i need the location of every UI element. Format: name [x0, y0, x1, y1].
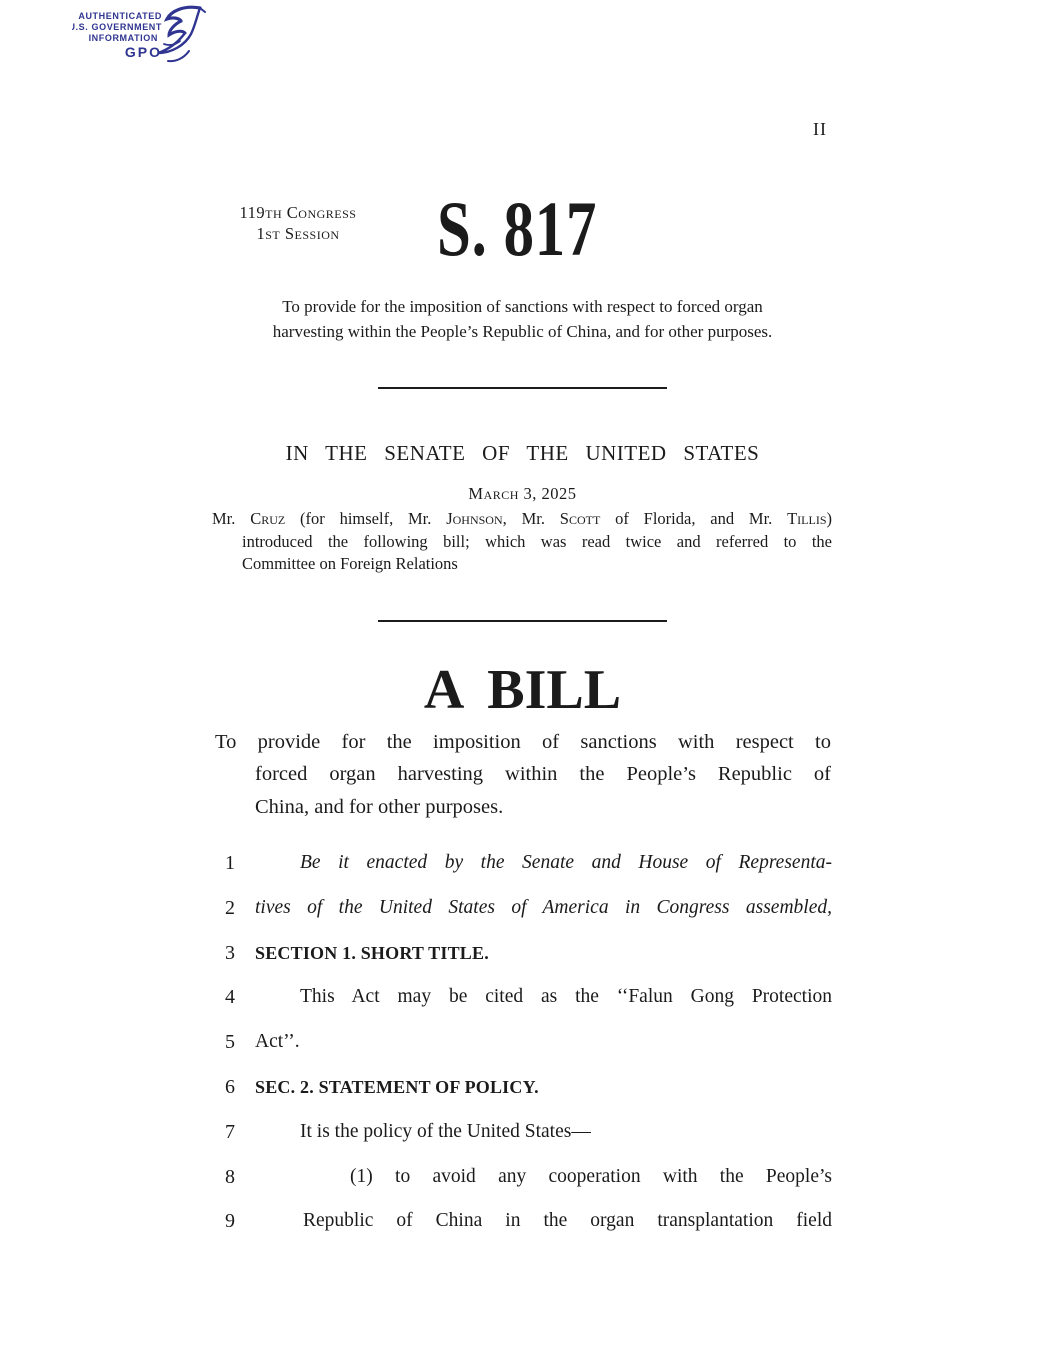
bill-line	[225, 1118, 832, 1163]
sponsor-name: Scott	[559, 509, 601, 528]
bill-line	[225, 1207, 832, 1252]
line-text: Act’’.	[255, 1031, 300, 1053]
text-segment: of Florida, and Mr.	[600, 509, 788, 528]
text-segment: Committee on Foreign Relations	[242, 554, 458, 574]
congress-label: 119th Congress	[239, 203, 357, 222]
text-line	[215, 791, 831, 823]
text-line	[215, 758, 831, 790]
session-label: 1st Session	[256, 224, 340, 243]
gpo-authentication-logo	[72, 4, 206, 73]
bill-line	[225, 1163, 832, 1208]
line-text: tives of the United States of America in Congress assembled,	[255, 896, 832, 918]
line-text: SECTION 1. SHORT TITLE.	[255, 942, 489, 963]
line-number: 6	[225, 1075, 235, 1098]
bill-line	[225, 983, 832, 1028]
line-number: 7	[225, 1120, 235, 1143]
text-segment: harvesting within the People’s Republic of China, and for other purposes.	[272, 321, 773, 341]
bill-line	[225, 849, 832, 894]
line-number: 4	[225, 986, 235, 1009]
line-text: Republic of China in the organ transplantation field	[303, 1210, 832, 1232]
text-line	[212, 531, 832, 554]
logo-text-line1: AUTHENTICATED	[78, 11, 162, 21]
text-segment: )	[826, 509, 832, 528]
text-line	[215, 726, 831, 758]
sponsor-name: Johnson	[446, 509, 503, 528]
line-number: 9	[225, 1210, 235, 1233]
logo-gpo-text: GPO	[124, 44, 162, 60]
bill-number: S. 817	[437, 185, 598, 272]
text-segment: China, and for other purposes.	[255, 795, 504, 818]
sponsor-name: Cruz	[250, 509, 286, 528]
congress-session-block	[200, 202, 396, 244]
text-segment: To provide for the imposition of sanctions with respect to	[215, 731, 831, 753]
bill-line	[225, 894, 832, 939]
sponsor-paragraph	[212, 508, 832, 576]
text-segment: forced organ harvesting within the People’s Republic of	[255, 763, 831, 786]
line-text: It is the policy of the United States—	[300, 1120, 591, 1142]
line-number: 1	[225, 852, 235, 874]
line-number: 3	[225, 941, 235, 964]
line-text: SEC. 2. STATEMENT OF POLICY.	[255, 1076, 539, 1097]
line-text: This Act may be cited as the ‘‘Falun Gong Protection	[300, 986, 832, 1008]
chamber-heading: IN THE SENATE OF THE UNITED STATES	[285, 441, 760, 465]
bill-line	[225, 939, 832, 984]
horizontal-rule-top	[378, 387, 667, 389]
logo-text-line2: U.S. GOVERNMENT	[72, 22, 162, 32]
text-segment: , Mr.	[502, 509, 560, 528]
line-text: (1) to avoid any cooperation with the People’s	[350, 1165, 832, 1187]
gpo-eagle-icon	[72, 4, 206, 68]
text-line	[190, 320, 855, 345]
sponsor-name: Tillis	[787, 509, 827, 528]
line-number: 5	[225, 1031, 235, 1054]
introduction-date: March 3, 2025	[468, 484, 577, 503]
bill-line	[225, 1073, 832, 1118]
text-line	[212, 553, 832, 576]
sheet-number: II	[813, 119, 827, 139]
horizontal-rule-bottom	[378, 620, 667, 622]
line-number: 2	[225, 896, 235, 919]
line-text: Be it enacted by the Senate and House of Representa-	[300, 852, 832, 873]
official-title-preamble	[190, 295, 855, 344]
bill-line	[225, 1028, 832, 1073]
text-segment: introduced the following bill; which was read twice and referred to the	[242, 531, 832, 551]
text-segment: Mr.	[212, 509, 251, 528]
text-line	[212, 508, 832, 531]
text-segment: (for himself, Mr.	[285, 509, 447, 528]
logo-text-line3: INFORMATION	[88, 33, 158, 43]
text-line	[190, 295, 855, 320]
text-segment: To provide for the imposition of sanctions with respect to forced organ	[282, 297, 763, 316]
line-number: 8	[225, 1165, 235, 1188]
bill-title: A BILL	[423, 659, 622, 721]
bill-long-title	[215, 726, 831, 823]
bill-body	[225, 849, 832, 1252]
